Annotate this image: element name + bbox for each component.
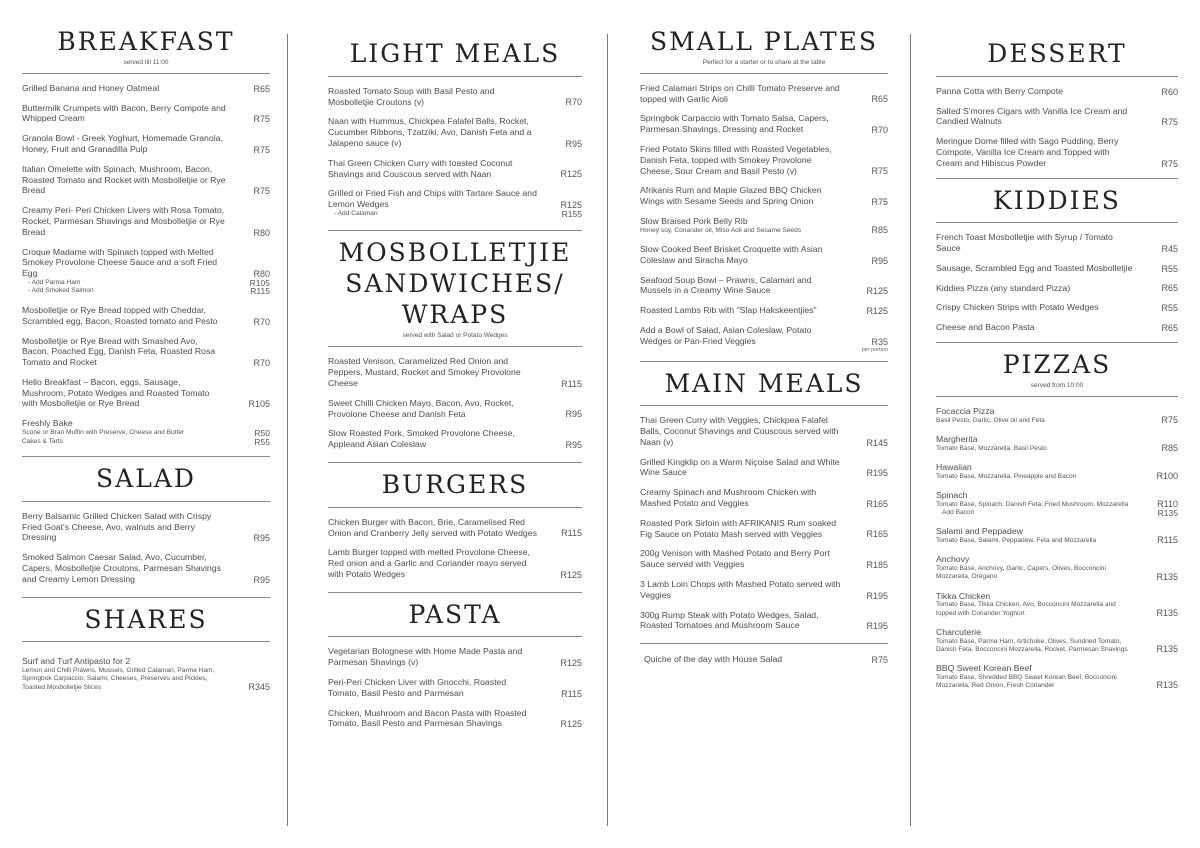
menu-item-price: R125	[866, 286, 888, 297]
menu-item-price: R115	[1157, 535, 1178, 546]
menu-item-price: R80	[253, 268, 270, 279]
menu-item	[328, 356, 582, 388]
menu-item-price: R85	[871, 224, 888, 235]
menu-item-price: R345	[248, 681, 270, 692]
freshly-line	[22, 436, 270, 447]
section-rule	[22, 641, 270, 642]
menu-item	[936, 322, 1178, 333]
menu-item-name: Slow Braised Pork Belly Rib	[640, 215, 748, 226]
section-rule	[22, 73, 270, 74]
menu-item-price: R70	[253, 357, 270, 368]
menu-item-price: R75	[253, 186, 270, 197]
shares-list	[22, 656, 270, 691]
menu-item-name: Italian Omelette with Spinach, Mushroom, Bacon, Roasted Tomato and Rocket with Mosbolletjie or Rye Bread	[22, 163, 226, 196]
menu-column-2	[300, 0, 606, 848]
light-meals-list	[328, 86, 582, 219]
mosbolletjie-list	[328, 356, 582, 450]
addon-price: R135	[1157, 507, 1178, 518]
menu-item-description: Honey soy, Coriander oil, Miso Aoli and Sesame Seeds	[640, 226, 802, 234]
menu-item-price: R80	[253, 227, 270, 238]
menu-item-price: R115	[561, 528, 582, 539]
pizzas-title: PIZZAS	[1002, 350, 1112, 380]
small-plates-subtitle: Perfect for a starter or to share at the table	[702, 58, 826, 66]
breakfast-subtitle: served till 11:00	[123, 58, 169, 66]
freshly-line-price: R50	[254, 428, 270, 439]
menu-item-price: R125	[866, 305, 888, 316]
menu-item	[640, 83, 888, 105]
menu-item-price: R55	[1161, 303, 1178, 314]
menu-item-description: Tomato Base, Tikka Chicken, Avo, Bocconcini Mozzarella and topped with Coriander Yoghurt	[936, 601, 1116, 617]
pizzas-subtitle: served from 10:00	[1030, 381, 1084, 389]
menu-item-name: Kiddies Pizza (any standard Pizza)	[936, 282, 1071, 293]
menu-item-name: Charcuterie	[936, 626, 981, 637]
column-divider	[910, 34, 911, 826]
menu-item	[640, 415, 888, 447]
menu-item-name: Buttermilk Crumpets with Bacon, Berry Compote and Whipped Cream	[22, 102, 226, 124]
menu-item-name: Slow Roasted Pork, Smoked Provolone Cheese, Appleand Asian Coleslaw	[328, 428, 515, 450]
section-rule	[936, 178, 1178, 179]
addon-name: - Add Parma Ham	[28, 278, 81, 286]
menu-item-name: Grilled or Fried Fish and Chips with Tartare Sauce and Lemon Wedges	[328, 188, 537, 210]
menu-item-name: Hawaiian	[936, 461, 972, 472]
menu-item	[328, 428, 582, 450]
freshly-line-name: Scone or Bran Muffin with Preserve, Cheese and Butter	[22, 429, 185, 437]
menu-item	[640, 113, 888, 135]
menu-item-addon	[328, 208, 582, 219]
menu-item	[22, 511, 270, 543]
section-rule	[936, 342, 1178, 343]
menu-item	[936, 283, 1178, 294]
menu-item-main	[328, 188, 582, 210]
menu-column-3	[614, 0, 910, 848]
column-divider	[607, 34, 608, 826]
menu-item-addon	[22, 277, 270, 288]
menu-item	[936, 554, 1178, 581]
addon-price: R105	[249, 277, 270, 288]
menu-item	[640, 487, 888, 509]
pizzas-list	[936, 406, 1178, 690]
menu-item	[640, 244, 888, 266]
menu-item-name: 300g Rump Steak with Potato Wedges, Salad, Roasted Tomatoes and Mushroom Sauce	[640, 609, 819, 631]
menu-item-name: Vegetarian Bolognese with Home Made Pasta and Parmesan Shavings (v)	[328, 646, 523, 668]
quiche-item	[640, 654, 888, 665]
menu-item	[22, 103, 270, 125]
menu-item-price: R135	[1156, 680, 1178, 691]
dessert-list	[936, 86, 1178, 169]
menu-item	[328, 188, 582, 218]
menu-item-description: Tomato Base, Anchovy, Garlic, Capers, Olives, Bocconcini Mozzarella, Oregano	[936, 565, 1106, 581]
menu-item-name: Springbok Carpaccio with Tomato Salsa, Capers, Parmesan Shavings, Dressing and Rocket	[640, 113, 829, 135]
section-rule	[640, 643, 888, 644]
addon-name: - Add Smoked Salmon	[28, 287, 94, 295]
menu-item-name: Mosbolletjie or Rye Bread with Smashed Avo, Bacon, Poached Egg, Danish Feta, Roasted Rosa Tomato and Rocket	[22, 335, 216, 368]
menu-item	[328, 517, 582, 539]
menu-item-name: Add a Bowl of Salad, Asian Coleslaw, Potato Wedges or Pan-Fried Veggies	[640, 324, 812, 346]
menu-item	[22, 336, 270, 368]
menu-item	[640, 610, 888, 632]
menu-item-name: Grilled Kingklip on a Warm Niçoise Salad and White Wine Sauce	[640, 456, 840, 478]
menu-item-price: R70	[871, 124, 888, 135]
menu-item	[640, 324, 888, 353]
menu-item	[22, 133, 270, 155]
menu-item	[640, 518, 888, 540]
breakfast-title: BREAKFAST	[57, 27, 235, 56]
menu-item-name: Crispy Chicken Strips with Potato Wedges	[936, 302, 1099, 313]
menu-item	[936, 591, 1178, 618]
menu-item-price: R195	[866, 468, 888, 479]
menu-item-name: Hello Breakfast – Bacon, eggs, Sausage, Mushroom, Potato Wedges and Roasted Tomato with Mosbolletjie or Rye Bread	[22, 376, 210, 409]
menu-item-name: Salted S'mores Cigars with Vanilla Ice Cream and Candied Walnuts	[936, 105, 1128, 127]
menu-item	[936, 462, 1178, 481]
mosbolletjie-subtitle: served with Salad or Potato Wedges	[402, 332, 508, 340]
addon-price: R115	[250, 286, 270, 297]
menu-item-price: R75	[1161, 414, 1178, 425]
main-meals-title: MAIN MEALS	[664, 368, 864, 398]
menu-item-name: Thai Green Chicken Curry with toasted Coconut Shavings and Couscous served with Naan	[328, 157, 513, 179]
menu-item	[328, 547, 582, 579]
menu-item-name: Grilled Banana and Honey Oatmeal	[22, 82, 160, 93]
menu-item-main	[22, 246, 270, 279]
mosbolletjie-title: MOSBOLLETJIE SANDWICHES/ WRAPS	[338, 238, 572, 330]
menu-item-price: R65	[1161, 323, 1178, 334]
menu-item-name: Roasted Tomato Soup with Basil Pesto and Mosbolletjie Croutons (v)	[328, 85, 495, 107]
section-rule	[328, 507, 582, 508]
menu-item-name: Surf and Turf Antipasto for 2	[22, 656, 131, 667]
menu-item-name: Anchovy	[936, 554, 970, 565]
menu-item-name: Granola Bowl - Greek Yoghurt, Homemade Granola, Honey, Fruit and Granadilla Pulp	[22, 133, 223, 154]
menu-item-price: R60	[1161, 86, 1178, 97]
menu-item-price: R75	[871, 166, 888, 177]
menu-item-name: Sweet Chilli Chicken Mayo, Bacon, Avo, Rocket, Provolone Cheese and Danish Feta	[328, 397, 514, 419]
menu-item-price: R185	[866, 560, 888, 571]
small-plates-list	[640, 82, 888, 353]
section-rule	[640, 73, 888, 74]
menu-item	[22, 656, 270, 691]
menu-column-1	[0, 0, 290, 848]
section-rule	[640, 361, 888, 362]
main-meals-list	[640, 415, 888, 631]
section-rule	[936, 76, 1178, 77]
menu-item-price: R145	[866, 437, 888, 448]
menu-item-price: R95	[253, 574, 270, 585]
freshly-bake-name: Freshly Bake	[22, 418, 73, 429]
menu-item	[22, 83, 270, 94]
section-rule	[936, 222, 1178, 223]
menu-item-price: R45	[1161, 243, 1178, 254]
salad-title: SALAD	[96, 464, 196, 494]
menu-item	[22, 377, 270, 409]
menu-item-description: Tomato Base, Spinach, Danish Feta, Fried Mushroom, Mozzarella	[936, 500, 1129, 508]
menu-item-price: R75	[1161, 158, 1178, 169]
addon-name: - Add Calamari	[334, 209, 378, 217]
menu-item-description: Tomato Base, Parma Ham, Artichoke, Olives, Sundried Tomato, Danish Feta, Bocconcini Mozzarella, Rocket, Parmesan Shavings	[936, 637, 1128, 653]
menu-item-price: R75	[871, 196, 888, 207]
menu-item	[328, 116, 582, 148]
section-rule	[328, 346, 582, 347]
section-rule	[22, 456, 270, 457]
menu-item-name: Salami and Peppadew	[936, 526, 1023, 537]
menu-item-name: Lamb Burger topped with melted Provolone Cheese, Red onion and a Garlic and Coriander mayo served with Potato Wedges	[328, 547, 530, 579]
menu-item-price: R35	[871, 336, 888, 347]
menu-item	[328, 86, 582, 108]
addon-name: Add Bacon	[942, 508, 975, 516]
menu-item-description: Tomato Base, Shredded BBQ Sweet Korean Beef, Bocconcini Mozzarella, Red Onion, Fresh Coriander	[936, 673, 1117, 689]
quiche-price: R75	[871, 655, 888, 665]
freshly-line-name: Cakes & Tarts	[22, 437, 63, 445]
menu-item	[640, 144, 888, 176]
section-rule	[936, 396, 1178, 397]
menu-item	[936, 526, 1178, 545]
menu-item-price: R95	[871, 255, 888, 266]
menu-item-price: R75	[1161, 117, 1178, 128]
menu-item-name: Panna Cotta with Berry Compote	[936, 85, 1063, 96]
kiddies-list	[936, 232, 1178, 333]
menu-item-description: Tomato Base, Salami, Peppadew, Feta and Mozzarella	[936, 537, 1097, 545]
menu-item-description: Basil Pesto, Garlic, Olive oil and Feta	[936, 416, 1045, 424]
menu-item-price: R95	[253, 533, 270, 544]
menu-item	[640, 305, 888, 316]
menu-item-name: Peri-Peri Chicken Liver with Gnocchi, Roasted Tomato, Basil Pesto and Parmesan	[328, 677, 507, 698]
menu-item-price: R125	[560, 169, 582, 180]
menu-item-price: R95	[565, 409, 582, 420]
menu-item-price: R165	[866, 498, 888, 509]
menu-item-price: R115	[561, 378, 582, 389]
menu-item	[936, 263, 1178, 274]
freshly-bake-item	[22, 418, 270, 446]
section-rule	[640, 405, 888, 406]
section-rule	[328, 592, 582, 593]
shares-title: SHARES	[84, 604, 208, 634]
menu-item	[22, 552, 270, 584]
menu-item-description: Lemon and Chilli Prawns, Mussels, Grilled Calamari, Parma Ham, Springbok Carpaccio, Salami, Cheeses, Preserves and Pickles, Toasted Mosbolletjie Slices	[22, 667, 215, 691]
small-plates-title: SMALL PLATES	[649, 27, 879, 56]
breakfast-list	[22, 83, 270, 410]
menu-item-price: R75	[253, 114, 270, 125]
dessert-title: DESSERT	[987, 39, 1127, 68]
menu-item-name: Creamy Peri- Peri Chicken Livers with Rosa Tomato, Rocket, Parmesan Shavings and Mosbolletjie or Rye Bread	[22, 205, 225, 237]
addon-price: R155	[561, 208, 582, 219]
menu-item-name: Mosbolletjie or Rye Bread topped with Cheddar, Scrambled egg, Bacon, Roasted tomato and Pesto	[22, 304, 218, 326]
menu-item	[936, 663, 1178, 690]
menu-item-name: BBQ Sweet Korean Beef	[936, 662, 1032, 673]
menu-item-name: Thai Green Curry with Veggies, Chickpea Falafel Balls, Coconut Shavings and Couscous served with Naan (v)	[640, 415, 839, 447]
menu-item-note: per portion	[861, 346, 888, 353]
menu-item-name: Roasted Lambs Rib with "Slap Hakskeentjies"	[640, 305, 817, 316]
light-meals-title: LIGHT MEALS	[349, 39, 561, 68]
menu-item	[936, 302, 1178, 313]
menu-item-price: R55	[1161, 263, 1178, 274]
salad-list	[22, 511, 270, 585]
menu-item-name: Focaccia Pizza	[936, 405, 995, 416]
menu-item-price: R65	[871, 94, 888, 105]
menu-item-name: Slow Cooked Beef Brisket Croquette with Asian Coleslaw and Siracha Mayo	[640, 243, 823, 265]
menu-column-4	[918, 0, 1200, 848]
menu-item-addon	[22, 286, 270, 297]
menu-item-name: Chicken, Mushroom and Bacon Pasta with Roasted Tomato, Basil Pesto and Parmesan Shavings	[328, 707, 527, 729]
menu-item-name: Naan with Hummus, Chickpea Falafel Balls, Rocket, Cucumber Ribbons, Tzatziki, Avo, Danish Feta and a Jalapeno sauce (v)	[328, 116, 532, 148]
menu-item	[936, 106, 1178, 128]
menu-item	[640, 216, 888, 235]
section-rule	[328, 462, 582, 463]
menu-item-price: R105	[248, 399, 270, 410]
menu-item-price: R135	[1156, 571, 1178, 582]
menu-item-name: 200g Venison with Mashed Potato and Berry Port Sauce served with Veggies	[640, 548, 830, 570]
section-rule	[328, 76, 582, 77]
menu-item-name: Roasted Pork Sirloin with AFRIKANIS Rum soaked Fig Sauce on Potato Mash served with Veggies	[640, 517, 837, 539]
menu-item-price: R125	[560, 719, 582, 730]
burgers-list	[328, 517, 582, 580]
menu-item	[936, 86, 1178, 97]
section-rule	[328, 636, 582, 637]
menu-item-price: R95	[565, 440, 582, 450]
menu-item	[328, 677, 582, 699]
menu-item-name: Tikka Chicken	[936, 590, 991, 601]
section-rule	[328, 230, 582, 231]
menu-item-price: R135	[1156, 607, 1178, 618]
menu-item	[328, 708, 582, 730]
menu-item-name: Cheese and Bacon Pasta	[936, 322, 1035, 333]
menu-item	[936, 406, 1178, 425]
menu-item-name: Afrikanis Rum and Maple Glazed BBQ Chicken Wings with Sesame Seeds and Spring Onion	[640, 185, 822, 207]
menu-item	[328, 646, 582, 668]
menu-item-price: R75	[253, 144, 270, 155]
menu-item	[936, 627, 1178, 654]
menu-item	[936, 490, 1178, 518]
menu-item	[328, 398, 582, 420]
kiddies-title: KIDDIES	[993, 185, 1121, 215]
menu-item-name: Smoked Salmon Caesar Salad, Avo, Cucumber, Capers, Mosbolletjie Croutons, Parmesan Shavings and Creamy Lemon Dressing	[22, 552, 221, 584]
menu-item-price: R100	[1156, 470, 1178, 481]
menu-item	[936, 434, 1178, 453]
section-rule	[22, 501, 270, 502]
menu-item-price: R125	[560, 658, 582, 669]
menu-item-price: R125	[560, 199, 582, 210]
menu-item-price: R65	[253, 83, 270, 94]
freshly-line-price: R55	[254, 436, 270, 447]
menu-item-name: Roasted Venison, Caramelized Red Onion and Peppers, Mustard, Rocket and Smokey Provolone Cheese	[328, 356, 521, 389]
menu-item-price: R135	[1156, 643, 1178, 654]
menu-item-price: R70	[565, 97, 582, 108]
menu-item	[22, 205, 270, 237]
quiche-name: Quiche of the day with House Salad	[644, 654, 783, 665]
menu-item	[936, 232, 1178, 254]
menu-item-name: Seafood Soup Bowl – Prawns, Calamari and Mussels in a Creamy Wine Sauce	[640, 274, 812, 296]
menu-item-price: R165	[866, 529, 888, 540]
menu-item-price: R70	[253, 316, 270, 327]
menu-item-description: Tomato Base, Mozzarella, Basil Pesto	[936, 444, 1047, 452]
freshly-line	[22, 428, 270, 439]
menu-item-price: R115	[561, 688, 582, 699]
menu-item-name: Fried Calamari Strips on Chilli Tomato Preserve and topped with Garlic Aioli	[640, 82, 840, 104]
menu-item-price: R95	[565, 138, 582, 149]
pasta-title: PASTA	[408, 599, 502, 629]
pasta-list	[328, 646, 582, 729]
menu-item-name: Margherita	[936, 433, 978, 444]
menu-item-price: R85	[1161, 442, 1178, 453]
menu-item-name: Meringue Dome filled with Sago Pudding, Berry Compote, Vanilla Ice Cream and Topped with Cream and Hibiscus Powder	[936, 136, 1119, 168]
menu-item-name: 3 Lamb Loin Chops with Mashed Potato served with Veggies	[640, 579, 841, 600]
menu-item	[22, 247, 270, 296]
menu-item	[22, 164, 270, 196]
menu-item-name: Chicken Burger with Bacon, Brie, Caramelised Red Onion and Cranberry Jelly served with Potato Wedges	[328, 516, 537, 538]
menu-item-name: Berry Balsamic Grilled Chicken Salad with Crispy Fried Goat's Cheese, Avo, walnuts and Berry Dressing	[22, 510, 212, 543]
menu-item	[640, 185, 888, 207]
menu-item	[936, 136, 1178, 168]
burgers-title: BURGERS	[381, 470, 529, 499]
menu-item-price: R125	[560, 569, 582, 580]
menu-item-price: R195	[866, 590, 888, 601]
menu-item	[640, 548, 888, 570]
menu-item-name: Sausage, Scrambled Egg and Toasted Mosbolletjie	[936, 262, 1133, 273]
menu-item-main	[936, 489, 1178, 509]
menu-item-name: French Toast Mosbolletjie with Syrup / Tomato Sauce	[936, 232, 1113, 254]
menu-item-name: Croque Madame with Spinach topped with Melted Smokey Provolone Cheese Sauce and a soft Fried Egg	[22, 246, 218, 279]
menu-item	[640, 579, 888, 601]
menu-item-name: Spinach	[936, 489, 968, 500]
menu-item-price: R195	[866, 621, 888, 632]
menu-item	[328, 158, 582, 180]
menu-item	[640, 275, 888, 297]
menu-item-name: Creamy Spinach and Mushroom Chicken with Mashed Potato and Veggies	[640, 487, 817, 509]
menu-item-addon	[936, 507, 1178, 518]
menu-item	[640, 457, 888, 479]
section-rule	[22, 597, 270, 598]
menu-item-price: R110	[1157, 498, 1178, 509]
menu-item	[22, 305, 270, 327]
menu-item-name: Fried Potato Skins filled with Roasted Vegetables, Danish Feta, topped with Smokey Provolone Cheese, Sour Cream and Basil Pesto (v)	[640, 143, 832, 176]
menu-item-description: Tomato Base, Mozzarella, Pineapple and Bacon	[936, 472, 1077, 480]
menu-item-price: R65	[1161, 283, 1178, 294]
